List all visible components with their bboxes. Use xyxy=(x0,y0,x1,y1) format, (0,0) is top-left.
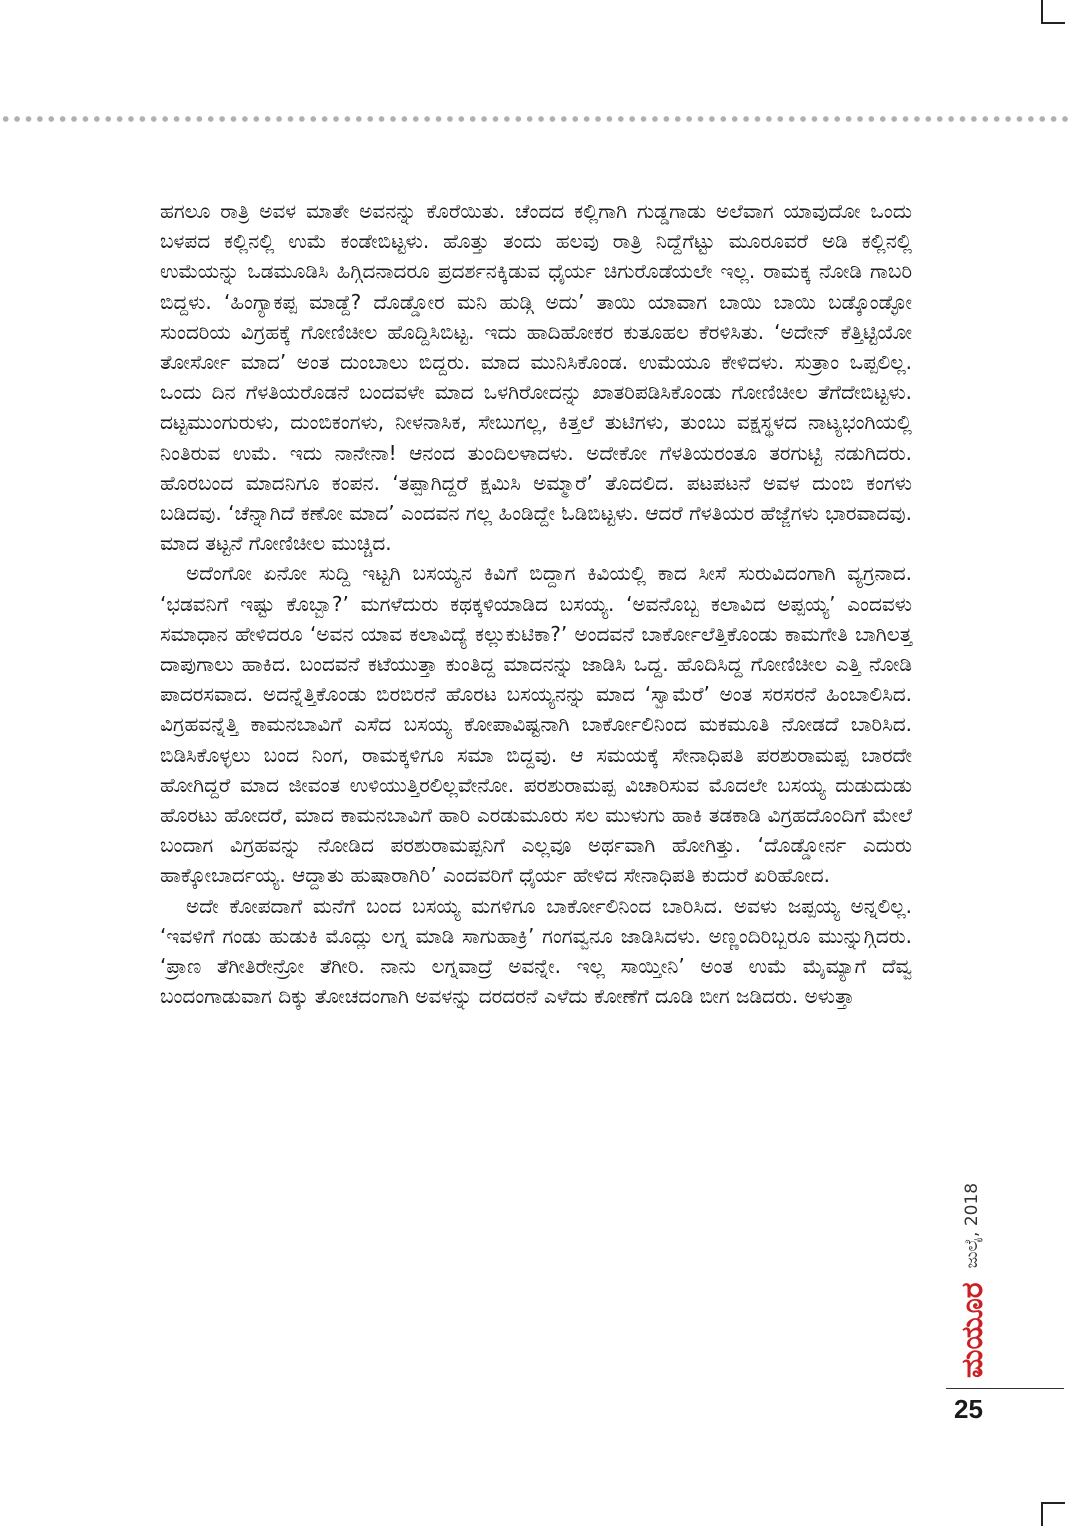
issue-date: ಜುಲೈ, 2018 xyxy=(962,1182,982,1269)
article-body xyxy=(160,196,912,1011)
paragraph: ಅದೆಂಗೋ ಏನೋ ಸುದ್ದಿ ಇಟ್ಟಗಿ ಬಸಯ್ಯನ ಕಿವಿಗೆ ಬಿದ್ದಾಗ ಕಿವಿಯಲ್ಲಿ ಕಾದ ಸೀಸೆ ಸುರುವಿದಂಗಾಗಿ ವ್ಯಗ್ರನಾದ. ‘ಭಡವನಿಗೆ ಇಷ್ಟು ಕೊಬ್ಬಾ?’ ಮಗಳೆದುರು ಕಥಕ್ಕಳಿಯಾಡಿದ ಬಸಯ್ಯ. ‘ಅವನೊಬ್ಬ ಕಲಾವಿದ ಅಪ್ಪಯ್ಯ’ ಎಂದವಳು ಸಮಾಧಾನ ಹೇಳಿದರೂ ‘ಅವನ ಯಾವ ಕಲಾವಿದ್ಯೆ ಕಲ್ಲುಕುಟಿಕಾ?’ ಅಂದವನೆ ಬಾರ್ಕೋಲೆತ್ತಿಕೊಂಡು ಕಾಮಗೇತಿ ಬಾಗಿಲತ್ತ ದಾಪುಗಾಲು ಹಾಕಿದ. ಬಂದವನೆ ಕಟೆಯುತ್ತಾ ಕುಂತಿದ್ದ ಮಾದನನ್ನು ಜಾಡಿಸಿ ಒದ್ದ. ಹೊದಿಸಿದ್ದ ಗೋಣಿಚೀಲ ಎತ್ತಿ ನೋಡಿ ಪಾದರಸವಾದ. ಅದನ್ನೆತ್ತಿಕೊಂಡು ಬಿರಬಿರನೆ ಹೊರಟ ಬಸಯ್ಯನನ್ನು ಮಾದ ‘ಸ್ವಾಮೆರೆ’ ಅಂತ ಸರಸರನೆ ಹಿಂಬಾಲಿಸಿದ. ವಿಗ್ರಹವನ್ನೆತ್ತಿ ಕಾಮನಬಾವಿಗೆ ಎಸೆದ ಬಸಯ್ಯ ಕೋಪಾವಿಷ್ಟನಾಗಿ ಬಾರ್ಕೋಲಿನಿಂದ ಮಕಮೂತಿ ನೋಡದೆ ಬಾರಿಸಿದ. ಬಿಡಿಸಿಕೊಳ್ಳಲು ಬಂದ ನಿಂಗ, ರಾಮಕ್ಕಳಿಗೂ ಸಮಾ ಬಿದ್ದವು. ಆ ಸಮಯಕ್ಕೆ ಸೇನಾಧಿಪತಿ ಪರಶುರಾಮಪ್ಪ ಬಾರದೇ ಹೋಗಿದ್ದರೆ ಮಾದ ಜೀವಂತ ಉಳಿಯುತ್ತಿರಲಿಲ್ಲವೇನೋ. ಪರಶುರಾಮಪ್ಪ ವಿಚಾರಿಸುವ ಮೊದಲೇ ಬಸಯ್ಯ ದುಡುದುಡು ಹೊರಟು ಹೋದರೆ, ಮಾದ ಕಾಮನಬಾವಿಗೆ ಹಾರಿ ಎರಡುಮೂರು ಸಲ ಮುಳುಗು ಹಾಕಿ ತಡಕಾಡಿ ವಿಗ್ರಹದೊಂದಿಗೆ ಮೇಲೆ ಬಂದಾಗ ವಿಗ್ರಹವನ್ನು ನೋಡಿದ ಪರಶುರಾಮಪ್ಪನಿಗೆ ಎಲ್ಲವೂ ಅರ್ಥವಾಗಿ ಹೋಗಿತ್ತು. ‘ದೊಡ್ಡೋರ್ನ ಎದುರು ಹಾಕ್ಕೋಬಾರ್ದಯ್ಯ. ಆದ್ದಾತು ಹುಷಾರಾಗಿರಿ’ ಎಂದವರಿಗೆ ಧೈರ್ಯ ಹೇಳಿದ ಸೇನಾಧಿಪತಿ ಕುದುರೆ ಏರಿಹೋದ. xyxy=(160,561,912,888)
dotted-divider xyxy=(0,115,1072,123)
magazine-name: ಮಯೂರ xyxy=(954,1282,990,1378)
paragraph: ಅದೇ ಕೋಪದಾಗೆ ಮನೆಗೆ ಬಂದ ಬಸಯ್ಯ ಮಗಳಿಗೂ ಬಾರ್ಕೋಲಿನಿಂದ ಬಾರಿಸಿದ. ಅವಳು ಜಪ್ಪಯ್ಯ ಅನ್ನಲಿಲ್ಲ. ‘ಇವಳಿಗೆ ಗಂಡು ಹುಡುಕಿ ಮೊದ್ಲು ಲಗ್ನ ಮಾಡಿ ಸಾಗುಹಾಕ್ರಿ’ ಗಂಗವ್ವನೂ ಜಾಡಿಸಿದಳು. ಅಣ್ಣಂದಿರಿಬ್ಬರೂ ಮುನ್ನುಗ್ಗಿದರು. ‘ಪ್ರಾಣ ತೆಗೀತಿರೇನ್ರೋ ತೆಗೀರಿ. ನಾನು ಲಗ್ನವಾದ್ರೆ ಅವನ್ನೇ. ಇಲ್ಲ ಸಾಯ್ತೀನಿ’ ಅಂತ ಉಮೆ ಮೈಮ್ಯಾಗೆ ದೆವ್ವ ಬಂದಂಗಾಡುವಾಗ ದಿಕ್ಕು ತೋಚದಂಗಾಗಿ ಅವಳನ್ನು ದರದರನೆ ಎಳೆದು ಕೋಣೆಗೆ ದೂಡಿ ಬೀಗ ಜಡಿದರು. ಅಳುತ್ತಾ xyxy=(160,893,912,1009)
crop-mark-bottom xyxy=(1041,1502,1065,1526)
footer-rule xyxy=(946,1388,1064,1389)
page-number: 25 xyxy=(954,1394,983,1424)
crop-mark-top xyxy=(1041,0,1065,24)
paragraph: ಹಗಲೂ ರಾತ್ರಿ ಅವಳ ಮಾತೇ ಅವನನ್ನು ಕೊರೆಯಿತು. ಚೆಂದದ ಕಲ್ಲಿಗಾಗಿ ಗುಡ್ಡಗಾಡು ಅಲೆವಾಗ ಯಾವುದೋ ಒಂದು ಬಳಪದ ಕಲ್ಲಿನಲ್ಲಿ ಉಮೆ ಕಂಡೇಬಿಟ್ಟಳು. ಹೊತ್ತು ತಂದು ಹಲವು ರಾತ್ರಿ ನಿದ್ದೆಗೆಟ್ಟು ಮೂರೂವರೆ ಅಡಿ ಕಲ್ಲಿನಲ್ಲಿ ಉಮೆಯನ್ನು ಒಡಮೂಡಿಸಿ ಹಿಗ್ಗಿದನಾದರೂ ಪ್ರದರ್ಶನಕ್ಕಿಡುವ ಧೈರ್ಯ ಚಿಗುರೊಡೆಯಲೇ ಇಲ್ಲ. ರಾಮಕ್ಕ ನೋಡಿ ಗಾಬರಿ ಬಿದ್ದಳು. ‘ಹಿಂಗ್ಯಾಕಪ್ಪ ಮಾಡ್ದೆ? ದೊಡ್ಡೋರ ಮನಿ ಹುಡ್ಗಿ ಅದು’ ತಾಯಿ ಯಾವಾಗ ಬಾಯಿ ಬಾಯಿ ಬಡ್ಕೊಂಡ್ಳೋ ಸುಂದರಿಯ ವಿಗ್ರಹಕ್ಕೆ ಗೋಣಿಚೀಲ ಹೊದ್ದಿಸಿಬಿಟ್ಟ. ಇದು ಹಾದಿಹೋಕರ ಕುತೂಹಲ ಕೆರಳಿಸಿತು. ‘ಅದೇನ್ ಕೆತ್ತಿಟ್ಟಿಯೋ ತೋರ್ಸೋ ಮಾದ’ ಅಂತ ದುಂಬಾಲು ಬಿದ್ದರು. ಮಾದ ಮುನಿಸಿಕೊಂಡ. ಉಮೆಯೂ ಕೇಳಿದಳು. ಸುತ್ರಾಂ ಒಪ್ಪಲಿಲ್ಲ. ಒಂದು ದಿನ ಗೆಳತಿಯರೊಡನೆ ಬಂದವಳೇ ಮಾದ ಒಳಗಿರೋದನ್ನು ಖಾತರಿಪಡಿಸಿಕೊಂಡು ಗೋಣಿಚೀಲ ತೆಗೆದೇಬಿಟ್ಟಳು. ದಟ್ಟಮುಂಗುರುಳು, ದುಂಬಿಕಂಗಳು, ನೀಳನಾಸಿಕ, ಸೇಬುಗಲ್ಲ, ಕಿತ್ತಲೆ ತುಟಿಗಳು, ತುಂಬು ವಕ್ಷಸ್ಥಳದ ನಾಟ್ಯಭಂಗಿಯಲ್ಲಿ ನಿಂತಿರುವ ಉಮೆ. ಇದು ನಾನೇನಾ! ಆನಂದ ತುಂದಿಲಳಾದಳು. ಅದೇಕೋ ಗೆಳತಿಯರಂತೂ ತರಗುಟ್ಟಿ ನಡುಗಿದರು. ಹೊರಬಂದ ಮಾದನಿಗೂ ಕಂಪನ. ‘ತಪ್ಪಾಗಿದ್ದರೆ ಕ್ಷಮಿಸಿ ಅಮ್ಮಾರೆ’ ತೊದಲಿದ. ಪಟಪಟನೆ ಅವಳ ದುಂಬಿ ಕಂಗಳು ಬಡಿದವು. ‘ಚೆನ್ನಾಗಿದೆ ಕಣೋ ಮಾದ’ ಎಂದವನ ಗಲ್ಲ ಹಿಂಡಿದ್ದೇ ಓಡಿಬಿಟ್ಟಳು. ಆದರೆ ಗೆಳತಿಯರ ಹೆಜ್ಜೆಗಳು ಭಾರವಾದವು. ಮಾದ ತಟ್ಟನೆ ಗೋಣಿಚೀಲ ಮುಚ್ಚಿದ. xyxy=(160,199,912,556)
magazine-side-label xyxy=(949,1128,995,1378)
